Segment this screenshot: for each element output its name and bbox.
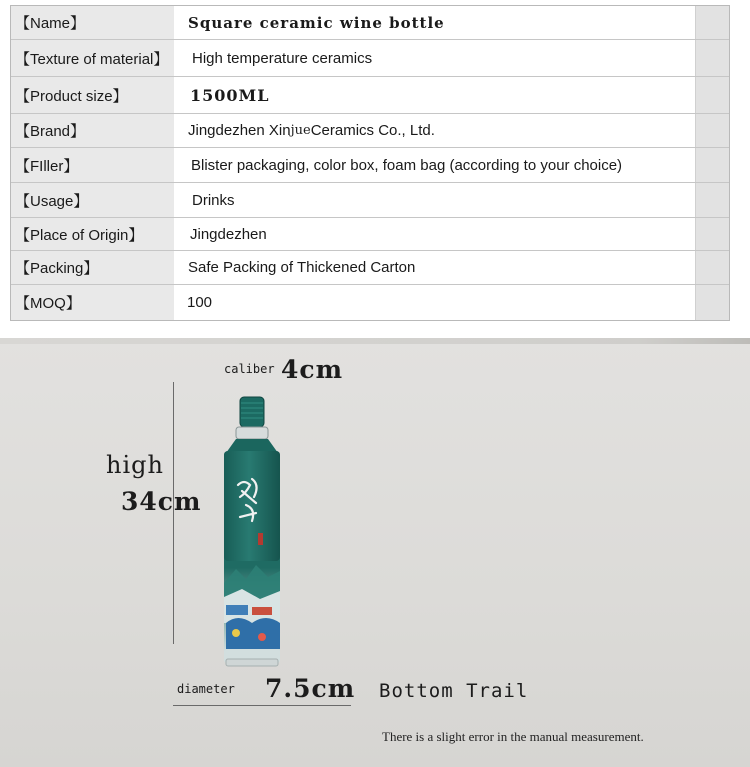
spec-tail-cell bbox=[695, 183, 729, 217]
spec-label-moq: 【MOQ】 bbox=[11, 285, 174, 320]
spec-value-filler: Blister packaging, color box, foam bag (according to your choice) bbox=[191, 156, 623, 174]
spec-tail-cell bbox=[695, 6, 729, 39]
spec-value-origin: Jingdezhen bbox=[190, 225, 267, 243]
spec-value-size: 1500ML bbox=[190, 85, 270, 105]
spec-tail-cell bbox=[695, 251, 729, 284]
spec-label-usage: 【Usage】 bbox=[11, 183, 174, 217]
spec-tail-cell bbox=[695, 114, 729, 147]
spec-tail-cell bbox=[695, 40, 729, 76]
diameter-label: diameter bbox=[177, 682, 235, 696]
measurement-note: There is a slight error in the manual measurement. bbox=[382, 729, 644, 744]
spec-value-usage: Drinks bbox=[192, 191, 235, 209]
spec-label-packing: 【Packing】 bbox=[11, 251, 174, 284]
spec-row-texture bbox=[11, 40, 729, 77]
product-photo-background bbox=[0, 338, 750, 767]
spec-row-moq bbox=[11, 285, 729, 320]
brand-part-2: jue bbox=[290, 123, 311, 138]
ceramic-wine-bottle-image bbox=[212, 393, 292, 668]
spec-label-origin: 【Place of Origin】 bbox=[11, 218, 174, 250]
spec-label-size: 【Product size】 bbox=[11, 77, 174, 113]
spec-row-origin bbox=[11, 218, 729, 251]
caliber-label: caliber bbox=[224, 362, 275, 376]
spec-value-name: Square ceramic wine bottle bbox=[188, 13, 445, 32]
bottle-cap bbox=[240, 397, 264, 427]
bottom-trail-label: Bottom Trail bbox=[379, 680, 529, 702]
diameter-value: 7.5cm bbox=[265, 674, 356, 703]
spec-table bbox=[10, 5, 730, 321]
spec-row-usage bbox=[11, 183, 729, 218]
spec-tail-cell bbox=[695, 148, 729, 182]
photo-top-strip bbox=[0, 338, 750, 344]
height-label: high bbox=[106, 451, 164, 479]
spec-row-filler bbox=[11, 148, 729, 183]
bottle-seal bbox=[236, 427, 268, 439]
spec-row-size bbox=[11, 77, 729, 114]
spec-tail-cell bbox=[695, 218, 729, 250]
spec-value-moq: 100 bbox=[187, 294, 213, 311]
spec-label-texture: 【Texture of material】 bbox=[11, 40, 174, 76]
brand-part-1: Jingdezhen Xin bbox=[188, 122, 291, 139]
spec-label-name: 【Name】 bbox=[11, 6, 174, 39]
brand-part-3: Ceramics Co., Ltd. bbox=[310, 122, 435, 139]
spec-value-texture: High temperature ceramics bbox=[192, 49, 373, 67]
spec-label-brand: 【Brand】 bbox=[11, 114, 174, 147]
spec-tail-cell bbox=[695, 77, 729, 113]
spec-value-packing: Safe Packing of Thickened Carton bbox=[188, 259, 416, 276]
bottle-base bbox=[226, 659, 278, 666]
spec-row-brand bbox=[11, 114, 729, 148]
spec-value-brand bbox=[174, 114, 696, 147]
spec-row-packing bbox=[11, 251, 729, 285]
caliber-value: 4cm bbox=[281, 355, 344, 384]
diameter-dimension-line bbox=[173, 705, 351, 706]
spec-tail-cell bbox=[695, 285, 729, 320]
height-value: 34cm bbox=[121, 487, 202, 516]
spec-row-name bbox=[11, 6, 729, 40]
spec-label-filler: 【FIller】 bbox=[11, 148, 174, 182]
